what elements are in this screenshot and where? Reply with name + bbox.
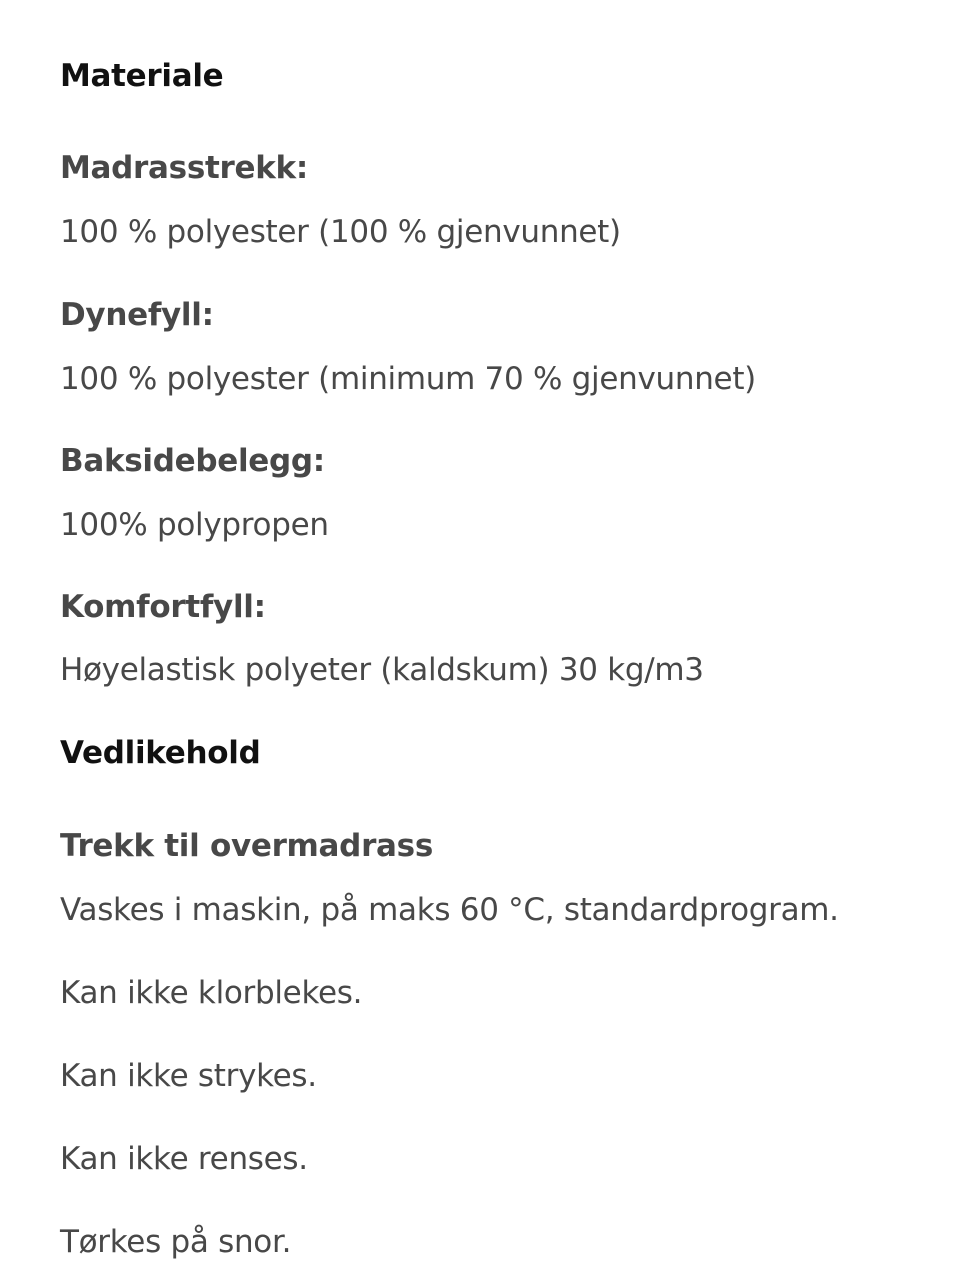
care-heading: Vedlikehold <box>60 735 261 771</box>
care-instruction-no-dry-clean: Kan ikke renses. <box>60 1141 308 1177</box>
material-value-mattress-cover: 100 % polyester (100 % gjenvunnet) <box>60 214 621 250</box>
care-instruction-line-dry: Tørkes på snor. <box>60 1224 292 1260</box>
material-value-quilt-filling: 100 % polyester (minimum 70 % gjenvunnet) <box>60 361 756 397</box>
care-instruction-wash: Vaskes i maskin, på maks 60 °C, standardprogram. <box>60 892 839 928</box>
care-instruction-no-iron: Kan ikke strykes. <box>60 1058 317 1094</box>
care-instruction-no-bleach: Kan ikke klorblekes. <box>60 975 363 1011</box>
material-value-comfort-filling: Høyelastisk polyeter (kaldskum) 30 kg/m3 <box>60 652 704 688</box>
material-label-backing: Baksidebelegg: <box>60 443 325 479</box>
material-value-backing: 100% polypropen <box>60 507 329 543</box>
material-label-quilt-filling: Dynefyll: <box>60 297 214 333</box>
care-product-label: Trekk til overmadrass <box>60 828 433 864</box>
materials-heading: Materiale <box>60 58 224 94</box>
material-label-comfort-filling: Komfortfyll: <box>60 589 266 625</box>
material-label-mattress-cover: Madrasstrekk: <box>60 150 308 186</box>
